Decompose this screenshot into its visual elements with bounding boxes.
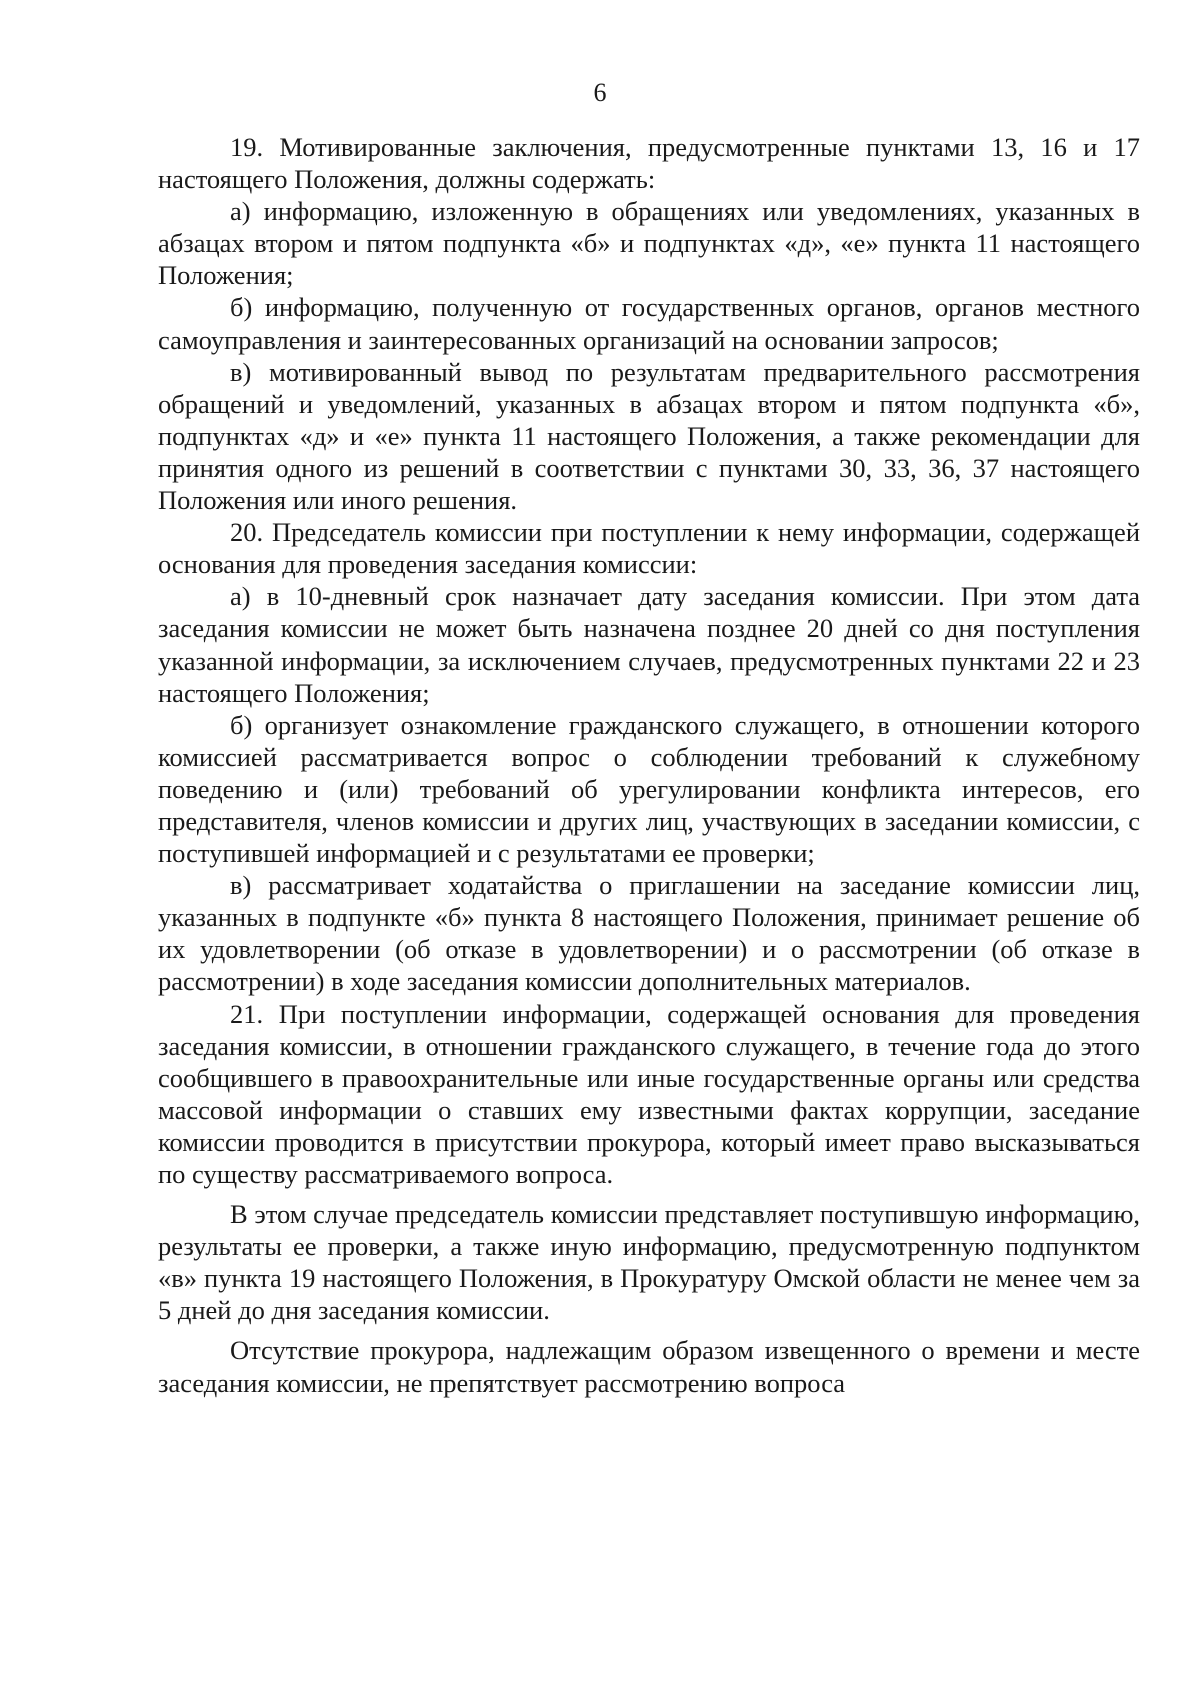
paragraph-19: 19. Мотивированные заключения, предусмотренные пунктами 13, 16 и 17 настоящего Положения, должны содержать:	[158, 132, 1140, 195]
paragraph-20-a: а) в 10-дневный срок назначает дату заседания комиссии. При этом дата заседания комиссии не может быть назначена позднее 20 дней со дня поступления указанной информации, за исключением случаев, предусмотренных пунктами 22 и 23 настоящего Положения;	[158, 581, 1140, 708]
paragraph-21: 21. При поступлении информации, содержащей основания для проведения заседания комиссии, в отношении гражданского служащего, в течение года до этого сообщившего в правоохранительные или иные государственные органы или средства массовой информации о ставших ему известными фактах коррупции, заседание комиссии проводится в присутствии прокурора, который имеет право высказываться по существу рассматриваемого вопроса.	[158, 998, 1140, 1189]
paragraph-20: 20. Председатель комиссии при поступлении к нему информации, содержащей основания для проведения заседания комиссии:	[158, 517, 1140, 580]
paragraph-20-b: б) организует ознакомление гражданского служащего, в отношении которого комиссией рассматривается вопрос о соблюдении требований к служебному поведению и (или) требований об урегулировании конфликта интересов, его представителя, членов комиссии и других лиц, участвующих в заседании комиссии, с поступившей информацией и с результатами ее проверки;	[158, 709, 1140, 869]
document-body	[158, 131, 1140, 1399]
page-number: 6	[593, 78, 607, 107]
paragraph-21-cont-1: В этом случае председатель комиссии представляет поступившую информацию, результаты ее проверки, а также иную информацию, предусмотренную подпунктом «в» пункта 19 настоящего Положения, в Прокуратуру Омской области не менее чем за 5 дней до дня заседания комиссии.	[158, 1199, 1140, 1326]
paragraph-19-a: а) информацию, изложенную в обращениях или уведомлениях, указанных в абзацах втором и пятом подпункта «б» и подпунктах «д», «е» пункта 11 настоящего Положения;	[158, 196, 1140, 291]
paragraph-20-v: в) рассматривает ходатайства о приглашении на заседание комиссии лиц, указанных в подпункте «б» пункта 8 настоящего Положения, принимает решение об их удовлетворении (об отказе в удовлетворении) и о рассмотрении (об отказе в рассмотрении) в ходе заседания комиссии дополнительных материалов.	[158, 870, 1140, 997]
paragraph-21-cont-2: Отсутствие прокурора, надлежащим образом извещенного о времени и месте заседания комиссии, не препятствует рассмотрению вопроса	[158, 1335, 1140, 1398]
paragraph-19-b: б) информацию, полученную от государственных органов, органов местного самоуправления и заинтересованных организаций на основании запросов;	[158, 292, 1140, 355]
paragraph-19-v: в) мотивированный вывод по результатам предварительного рассмотрения обращений и уведомлений, указанных в абзацах втором и пятом подпункта «б», подпунктах «д» и «е» пункта 11 настоящего Положения, а также рекомендации для принятия одного из решений в соответствии с пунктами 30, 33, 36, 37 настоящего Положения или иного решения.	[158, 356, 1140, 516]
